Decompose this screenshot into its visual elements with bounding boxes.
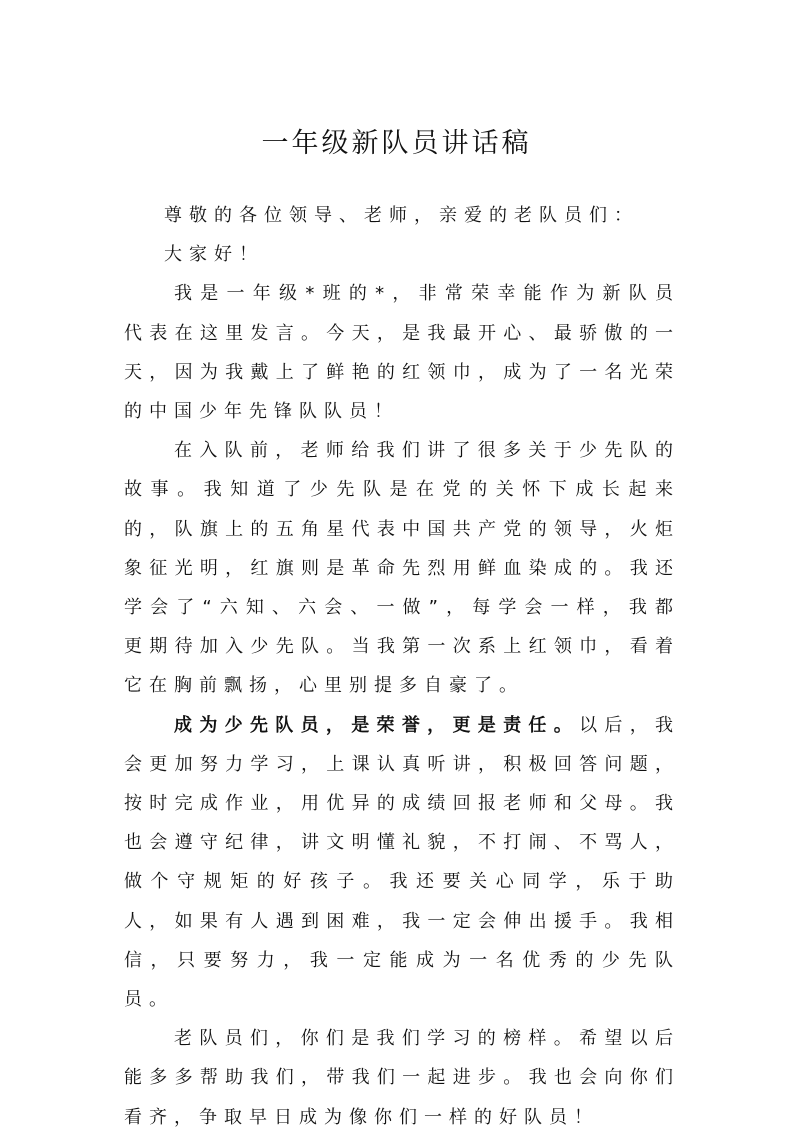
paragraph-before-joining: 在入队前，老师给我们讲了很多关于少先队的故事。我知道了少先队是在党的关怀下成长起来的，队旗上的五角星代表中国共产党的领导，火炬象征光明，红旗则是革命先烈用鲜血染成的。我还学会了“六知、六会、一做”，每学会一样，我都更期待加入少先队。当我第一次系上红领巾，看着它在胸前飘扬，心里别提多自豪了。 <box>124 440 680 697</box>
paragraph-responsibility <box>124 706 680 1020</box>
document-body <box>124 196 680 1137</box>
paragraph-intro: 我是一年级*班的*，非常荣幸能作为新队员代表在这里发言。今天，是我最开心、最骄傲的一天，因为我戴上了鲜艳的红领巾，成为了一名光荣的中国少年先锋队队员！ <box>124 283 680 423</box>
paragraph-responsibility-text: 以后，我会更加努力学习，上课认真听讲，积极回答问题，按时完成作业，用优异的成绩回报老师和父母。我也会遵守纪律，讲文明懂礼貌，不打闹、不骂人，做个守规矩的好孩子。我还要关心同学，乐于助人，如果有人遇到困难，我一定会伸出援手。我相信，只要努力，我一定能成为一名优秀的少先队员。 <box>124 714 681 1011</box>
paragraph-closing: 老队员们，你们是我们学习的榜样。希望以后能多多帮助我们，带我们一起进步。我也会向你们看齐，争取早日成为像你们一样的好队员！ <box>124 1028 680 1128</box>
greeting: 大家好！ <box>164 244 264 266</box>
bold-lead-sentence: 成为少先队员，是荣誉，更是责任。 <box>174 714 580 736</box>
document-title: 一年级新队员讲话稿 <box>261 128 532 159</box>
salutation: 尊敬的各位领导、老师，亲爱的老队员们： <box>164 205 639 226</box>
